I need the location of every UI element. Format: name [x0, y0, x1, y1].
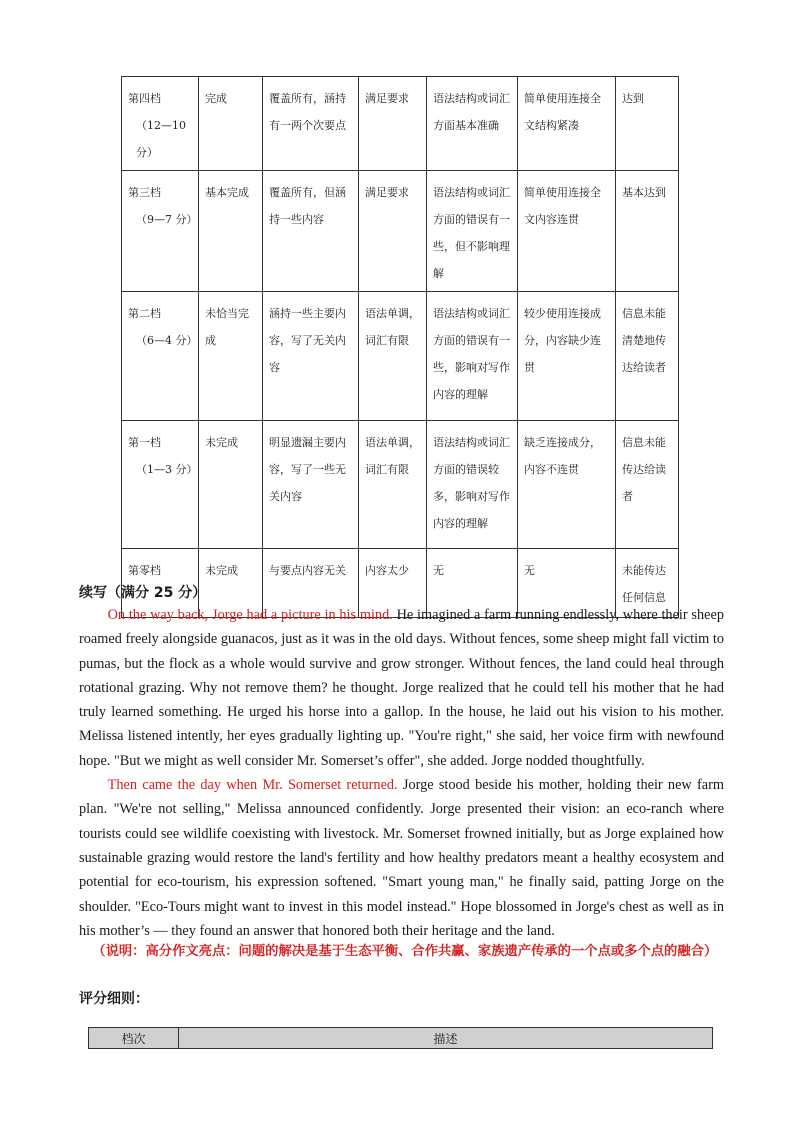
completion-cell: 基本完成: [199, 171, 263, 292]
completion-cell: 未恰当完成: [199, 292, 263, 421]
grammar-cell: 语法结构或词汇方面基本准确: [427, 77, 518, 171]
language-cell: 满足要求: [359, 77, 427, 171]
scoring-table-header: [88, 1027, 713, 1049]
section-heading: 续写（满分 25 分）: [79, 585, 207, 601]
content-cell: 明显遗漏主要内容，写了一些无关内容: [263, 421, 359, 549]
language-cell: 语法单调，词汇有限: [359, 292, 427, 421]
communication-cell: 基本达到: [616, 171, 679, 292]
completion-cell: 完成: [199, 77, 263, 171]
grade-name: 第四档: [128, 92, 161, 105]
language-cell: 内容太少: [359, 549, 427, 618]
cohesion-cell: 较少使用连接成分，内容缺少连贯: [518, 292, 616, 421]
grade-cell: [122, 171, 199, 292]
paragraph-body: Jorge stood beside his mother, holding their new farm plan. "We're not selling," Melissa announced confidently. Jorge presented their vision: an eco-ranch where tourists could see wildlife coexisting with livestock. Mr. Somerset frowned initially, but as Jorge explained how sustainable grazing would restore the land's fertility and how healthy predators meant a healthy ecosystem and potential for eco-tourism, his expression softened. "Smart young man," he finally said, patting Jorge on the shoulder. "Eco-Tours might want to invest in this model instead." Hope blossomed in Jorge's chest as well as in his mother’s — they found an answer that honored both their heritage and the land.: [79, 777, 724, 939]
column-header-description: 描述: [179, 1028, 713, 1049]
grade-name: 第三档: [128, 186, 161, 199]
cohesion-cell: 缺乏连接成分，内容不连贯: [518, 421, 616, 549]
completion-cell: 未完成: [199, 549, 263, 618]
essay-paragraph: [79, 603, 724, 773]
grade-cell: [122, 292, 199, 421]
paragraph-lead-sentence: Then came the day when Mr. Somerset returned.: [107, 777, 398, 794]
paragraph-lead-sentence: On the way back, Jorge had a picture in his mind.: [107, 607, 393, 623]
highlight-note: （说明：高分作文亮点：问题的解决是基于生态平衡、合作共赢、家族遗产传承的一个点或多个点的融合）: [92, 944, 718, 959]
content-cell: 覆盖所有，涵持有一两个次要点: [263, 77, 359, 171]
column-header-grade: 档次: [89, 1028, 179, 1049]
grammar-cell: 无: [427, 549, 518, 618]
grade-cell: [122, 77, 199, 171]
language-cell: 满足要求: [359, 171, 427, 292]
grammar-cell: 语法结构或词汇方面的错误有一些，但不影响理解: [427, 171, 518, 292]
grammar-cell: 语法结构或词汇方面的错误较多，影响对写作内容的理解: [427, 421, 518, 549]
language-cell: 语法单调，词汇有限: [359, 421, 427, 549]
grade-range: （6—4 分）: [136, 334, 198, 347]
grade-range: （9—7 分）: [136, 213, 198, 226]
communication-cell: 信息未能传达给读者: [616, 421, 679, 549]
grade-name: 第零档: [128, 564, 161, 577]
content-cell: 覆盖所有，但涵持一些内容: [263, 171, 359, 292]
cohesion-cell: 简单使用连接全文结构紧凑: [518, 77, 616, 171]
grade-cell: [122, 421, 199, 549]
table-row: [122, 171, 679, 292]
cohesion-cell: 简单使用连接全文内容连贯: [518, 171, 616, 292]
grade-name: 第二档: [128, 307, 161, 320]
scoring-details-heading: 评分细则：: [79, 991, 149, 1007]
cohesion-cell: 无: [518, 549, 616, 618]
rubric-table: [121, 76, 679, 618]
table-header-row: [89, 1028, 713, 1049]
content-cell: 与要点内容无关: [263, 549, 359, 618]
content-cell: 涵持一些主要内容，写了无关内容: [263, 292, 359, 421]
model-essay: [79, 603, 724, 943]
communication-cell: 信息未能清楚地传达给读者: [616, 292, 679, 421]
communication-cell: 未能传达任何信息: [616, 549, 679, 618]
grade-range: （1—3 分）: [136, 463, 198, 476]
grade-range: （12—10 分）: [136, 119, 186, 159]
table-row: [122, 421, 679, 549]
communication-cell: 达到: [616, 77, 679, 171]
table-row: [122, 292, 679, 421]
table-row: [122, 77, 679, 171]
grammar-cell: 语法结构或词汇方面的错误有一些，影响对写作内容的理解: [427, 292, 518, 421]
completion-cell: 未完成: [199, 421, 263, 549]
grade-name: 第一档: [128, 436, 161, 449]
paragraph-body: He imagined a farm running endlessly, where their sheep roamed freely alongside guanacos, just as it was in the old days. Without fences, some sheep might fall victim to pumas, but the flock as a whole would survive and grow stronger. Without fences, the land could heal through rotational grazing. Why not remove them? he thought. Jorge realized that he could tell his mother that he had truly learned something. He urged his horse into a gallop. In the house, he laid out his vision to his mother. Melissa listened intently, her eyes gradually lighting up. "You're right," she said, her voice firm with newfound hope. "But we might as well consider Mr. Somerset’s offer", she added. Jorge nodded thoughtfully.: [79, 607, 724, 769]
essay-paragraph: [79, 773, 724, 943]
